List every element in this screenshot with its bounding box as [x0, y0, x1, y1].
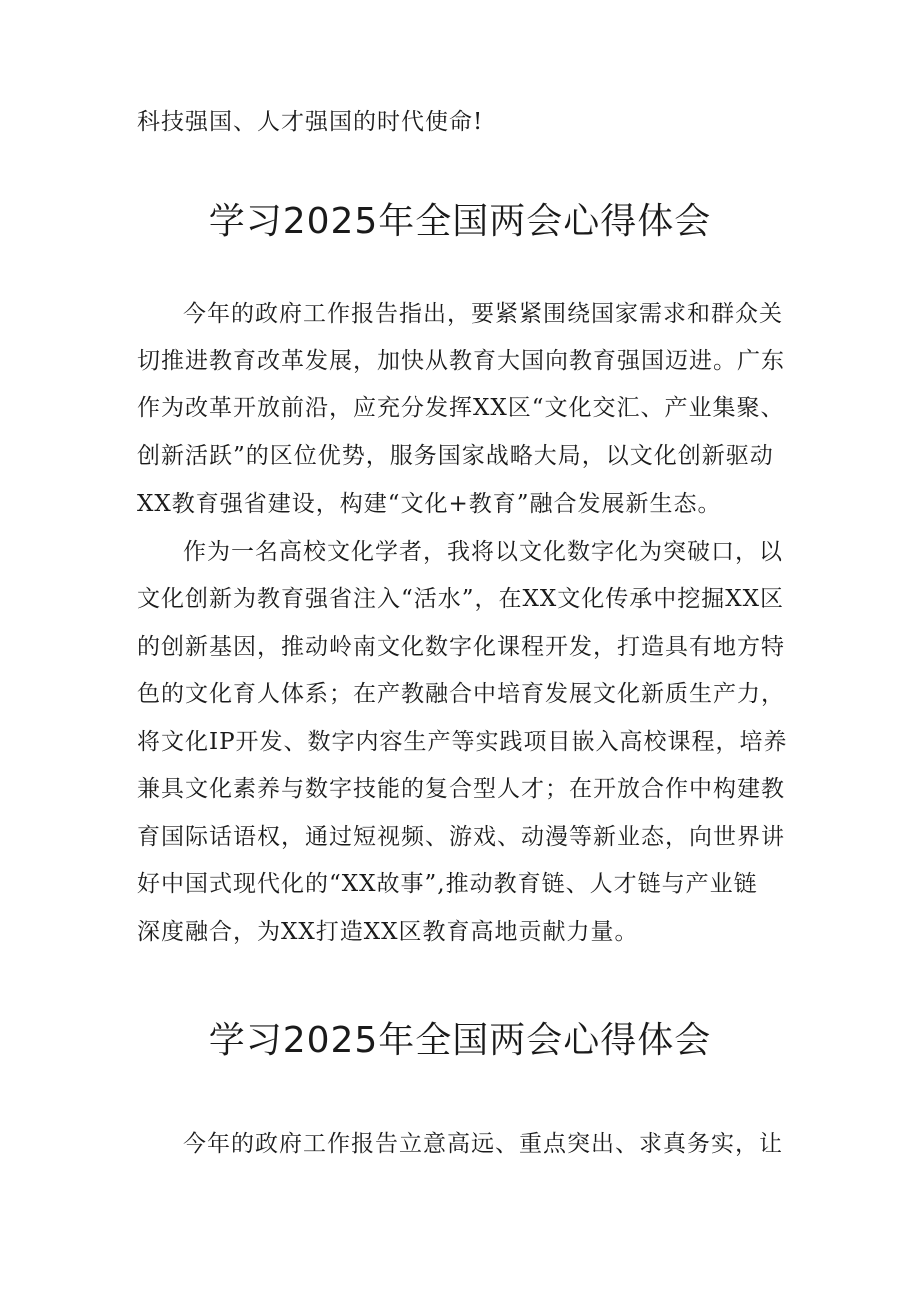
paragraph-line: XX教育强省建设，构建“文化+教育”融合发展新生态。 — [137, 491, 722, 517]
paragraph-line: 作为改革开放前沿，应充分发挥XX区“文化交汇、产业集聚、 — [137, 395, 785, 421]
paragraph-line: 作为一名高校文化学者，我将以文化数字化为突破口，以 — [183, 539, 783, 565]
paragraph-line: 切推进教育改革发展，加快从教育大国向教育强国迈进。广东 — [137, 348, 785, 374]
section-1-title: 学习2025年全国两会心得体会 — [208, 201, 712, 242]
paragraph-line: 今年的政府工作报告立意高远、重点突出、求真务实，让 — [183, 1131, 783, 1157]
paragraph-line: 的创新基因，推动岭南文化数字化课程开发，打造具有地方特 — [137, 634, 785, 660]
paragraph-line: 深度融合，为XX打造XX区教育高地贡献力量。 — [137, 919, 639, 945]
paragraph-line: 兼具文化素养与数字技能的复合型人才；在开放合作中构建教 — [137, 776, 785, 802]
paragraph-line: 文化创新为教育强省注入“活水”，在XX文化传承中挖掘XX区 — [137, 586, 785, 612]
paragraph-line: 将文化IP开发、数字内容生产等实践项目嵌入高校课程，培养 — [137, 729, 788, 755]
paragraph-line: 创新活跃”的区位优势，服务国家战略大局，以文化创新驱动 — [137, 443, 774, 469]
section-2-title: 学习2025年全国两会心得体会 — [208, 1020, 712, 1061]
paragraph-line: 好中国式现代化的“XX故事”,推动教育链、人才链与产业链 — [137, 871, 758, 897]
carryover-text-line: 科技强国、人才强国的时代使命! — [137, 109, 484, 135]
paragraph-line: 育国际话语权，通过短视频、游戏、动漫等新业态，向世界讲 — [137, 824, 785, 850]
paragraph-line: 今年的政府工作报告指出，要紧紧围绕国家需求和群众关 — [183, 301, 783, 327]
paragraph-line: 色的文化育人体系；在产教融合中培育发展文化新质生产力， — [137, 681, 785, 707]
